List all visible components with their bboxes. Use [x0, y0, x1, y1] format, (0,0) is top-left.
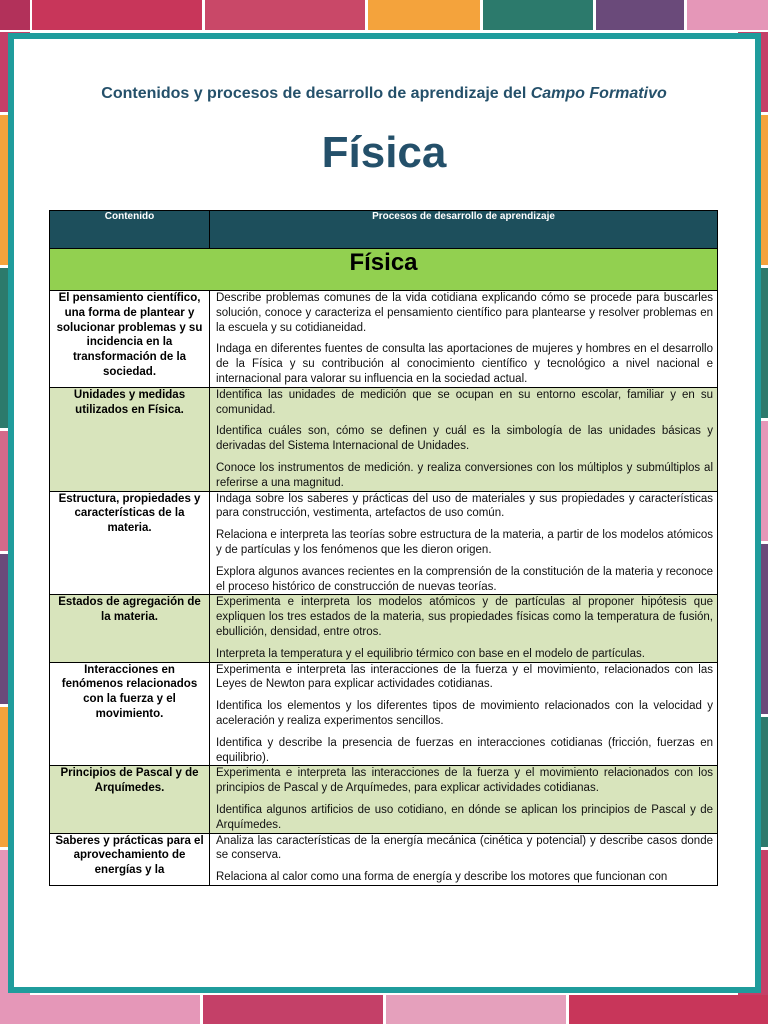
table-row: [50, 387, 718, 491]
table-row: [50, 662, 718, 766]
table-row: [50, 833, 718, 885]
process-text: Relaciona al calor como una forma de energía y describe los motores que funcionan con: [216, 871, 668, 884]
deco-block: [0, 995, 200, 1024]
table-header-row: [50, 211, 718, 249]
processes-cell: [210, 833, 718, 885]
table-row: [50, 595, 718, 662]
content-table: [49, 210, 718, 886]
content-cell: Unidades y medidas utilizados en Física.: [50, 387, 210, 491]
column-header-contenido: Contenido: [50, 211, 210, 249]
process-text: Interpreta la temperatura y el equilibrio térmico con base en el modelo de partículas.: [216, 647, 645, 660]
process-text: Identifica las unidades de medición que se ocupan en su entorno escolar, familiar y en su comunidad.: [216, 388, 713, 416]
band-row: [50, 249, 718, 291]
process-text: Describe problemas comunes de la vida cotidiana explicando cómo se procede para buscarles solución, conoce y caracteriza el pensamiento científico para plantearse y resolver problemas en la escuela y su cotidianeidad.: [216, 292, 713, 334]
process-text: Identifica los elementos y los diferentes tipos de movimiento relacionados con la velocidad y aceleración y realiza experimentos sencillos.: [216, 700, 713, 727]
processes-cell: [210, 662, 718, 766]
process-text: Identifica y describe la presencia de fuerzas en interacciones cotidianas (fricción, fuerzas en equilibrio).: [216, 736, 713, 764]
process-text: Experimenta e interpreta las interacciones de la fuerza y el movimiento relacionados con los principios de Pascal y de Arquímedes, para explicar actividades cotidianas.: [216, 767, 713, 795]
deco-block: [483, 0, 593, 30]
content-cell: Principios de Pascal y de Arquímedes.: [50, 766, 210, 833]
process-text: Conoce los instrumentos de medición. y realiza conversiones con los múltiplos y submúltiplos al referirse a una magnitud.: [216, 461, 713, 489]
deco-block: [687, 0, 768, 30]
process-text: Analiza las características de la energía mecánica (cinética y potencial) y describe casos donde se conserva.: [216, 834, 713, 862]
process-text: Explora algunos avances recientes en la comprensión de la constitución de la materia y reconoce el proceso histórico de construcción de nuevas teorías.: [216, 565, 713, 593]
deco-block: [596, 0, 684, 30]
content-cell: Estados de agregación de la materia.: [50, 595, 210, 662]
deco-block: [386, 995, 566, 1024]
process-text: Experimenta e interpreta las interacciones de la fuerza y el movimiento, relacionados con las Leyes de Newton para explicar actividades cotidianas.: [216, 663, 713, 691]
column-header-procesos: Procesos de desarrollo de aprendizaje: [210, 211, 718, 249]
table-row: [50, 291, 718, 388]
table-row: [50, 766, 718, 833]
deco-block: [32, 0, 202, 30]
deco-block: [0, 0, 30, 30]
processes-cell: [210, 595, 718, 662]
deco-block: [205, 0, 365, 30]
table-row: [50, 491, 718, 595]
deco-block: [368, 0, 480, 30]
process-text: Relaciona e interpreta las teorías sobre estructura de la materia, a partir de los modelos atómicos y de partículas y los fenómenos que les dieron origen.: [216, 529, 713, 556]
process-text: Indaga en diferentes fuentes de consulta las aportaciones de mujeres y hombres en el desarrollo de la Física y su contribución al conocimiento científico y tecnológico a nivel nacional e internacional para valorar su influencia en la sociedad actual.: [216, 343, 713, 385]
content-cell: Interacciones en fenómenos relacionados con la fuerza y el movimiento.: [50, 662, 210, 766]
processes-cell: [210, 291, 718, 388]
content-cell: Saberes y prácticas para el aprovechamiento de energías y la: [50, 833, 210, 885]
deco-block: [569, 995, 768, 1024]
processes-cell: [210, 766, 718, 833]
document-subtitle: Contenidos y procesos de desarrollo de aprendizaje del Campo Formativo: [101, 85, 667, 102]
document-title: Física: [321, 128, 447, 177]
content-cell: Estructura, propiedades y características de la materia.: [50, 491, 210, 595]
processes-cell: [210, 491, 718, 595]
process-text: Indaga sobre los saberes y prácticas del uso de materiales y sus propiedades y características para construcción, vestimenta, artefactos de uso común.: [216, 492, 713, 520]
content-cell: El pensamiento científico, una forma de plantear y solucionar problemas y su incidencia en la transformación de la sociedad.: [50, 291, 210, 388]
process-text: Identifica cuáles son, cómo se definen y cuál es la simbología de las unidades básicas y derivadas del Sistema Internacional de Unidades.: [216, 425, 713, 453]
process-text: Identifica algunos artificios de uso cotidiano, en dónde se aplican los principios de Pascal y de Arquímedes.: [216, 803, 713, 831]
processes-cell: [210, 387, 718, 491]
band-title: Física: [50, 249, 718, 291]
deco-block: [203, 995, 383, 1024]
process-text: Experimenta e interpreta los modelos atómicos y de partículas al proponer hipótesis que expliquen los tres estados de la materia, sus propiedades físicas como la temperatura de fusión, ebullición, densidad, entre otros.: [216, 596, 713, 638]
